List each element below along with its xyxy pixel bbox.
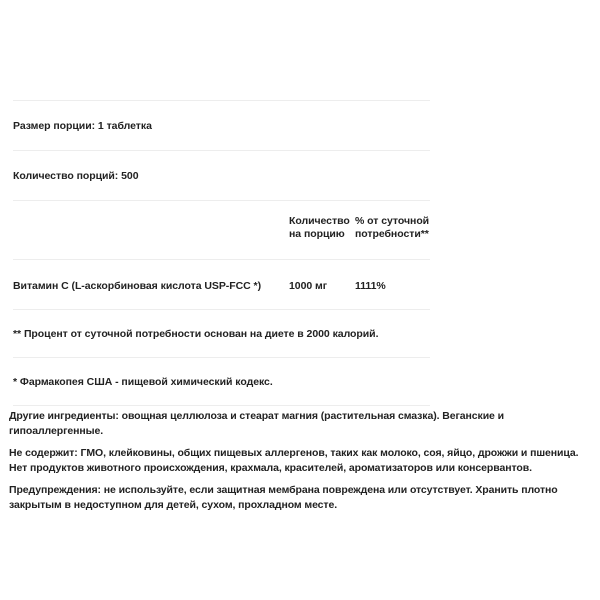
nutrient-name-vitamin-c: Витамин С (L-аскорбиновая кислота USP-FCC *) — [13, 280, 262, 292]
footnote-row-usp — [13, 358, 430, 405]
table-header-row — [13, 201, 430, 259]
additional-info-section — [9, 409, 579, 512]
paragraph-warnings: Предупреждения: не используйте, если защитная мембрана повреждена или отсутствует. Хранить плотно закрытым в недоступном для детей, сухом, прохладном месте. — [9, 484, 558, 511]
table-row-serving-size — [13, 101, 430, 150]
nutrient-amount-vitamin-c: 1000 мг — [289, 280, 328, 292]
divider-after-footnote-usp — [13, 405, 430, 406]
supplement-facts-table — [13, 100, 430, 406]
footnote-row-daily-value — [13, 310, 430, 357]
paragraph-free-from: Не содержит: ГМО, клейковины, общих пищевых аллергенов, таких как молоко, соя, яйцо, дрожжи и пшеница. Нет продуктов животного происхождения, крахмала, красителей, ароматизаторов или консервантов. — [9, 447, 579, 474]
paragraph-other-ingredients: Другие ингредиенты: овощная целлюлоза и стеарат магния (растительная смазка). Веганские и гипоаллергенные. — [9, 410, 505, 437]
nutrient-daily-value-vitamin-c: 1111% — [355, 280, 386, 292]
column-header-amount-per-serving: Количество на порцию — [289, 215, 350, 240]
footnote-usp: * Фармакопея США - пищевой химический кодекс. — [13, 376, 273, 388]
serving-size-label: Размер порции: 1 таблетка — [13, 120, 152, 132]
footnote-daily-value: ** Процент от суточной потребности основан на диете в 2000 калорий. — [13, 328, 379, 340]
servings-per-container-label: Количество порций: 500 — [13, 170, 139, 182]
table-row-servings-per-container — [13, 151, 430, 200]
column-header-daily-value: % от суточной потребности** — [355, 215, 430, 240]
table-row — [13, 260, 430, 309]
